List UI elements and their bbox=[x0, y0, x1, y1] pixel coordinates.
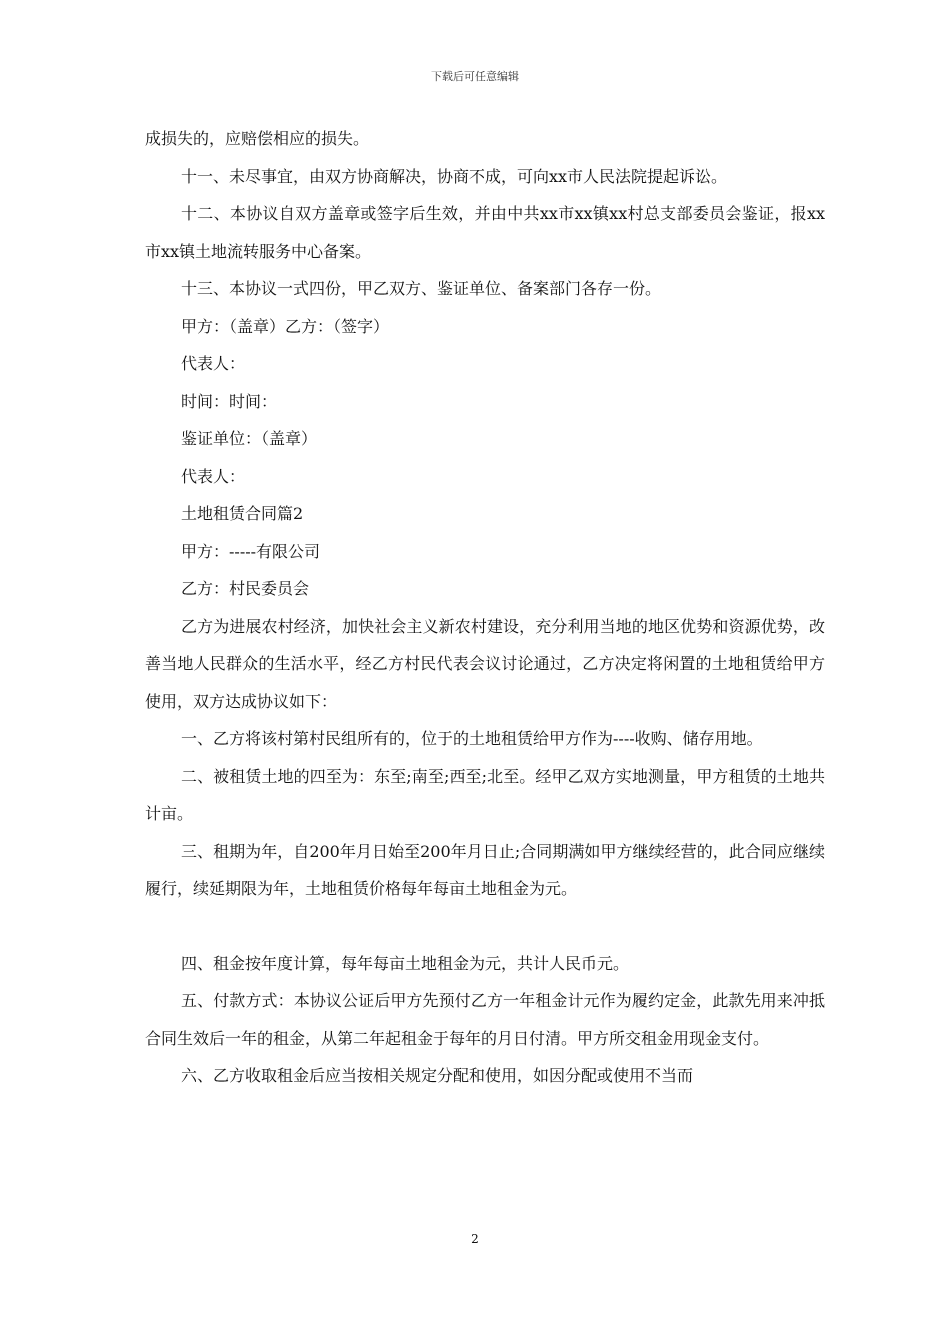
signature-line: 鉴证单位：（盖章） bbox=[181, 429, 318, 448]
party-line: 乙方：村民委员会 bbox=[181, 579, 310, 598]
page-number: 2 bbox=[471, 1232, 479, 1246]
signature-line: 代表人： bbox=[181, 354, 246, 373]
document-body bbox=[145, 120, 825, 1095]
signature-line: 代表人： bbox=[181, 466, 246, 486]
paragraph: 乙方为进展农村经济，加快社会主义新农村建设，充分利用当地的地区优势和资源优势，改善当地人民群众的生活水平，经乙方村民代表会议讨论通过，乙方决定将闲置的土地租赁给甲方使用，双方达成协议如下： bbox=[145, 616, 825, 711]
party-line: 甲方：-----有限公司 bbox=[181, 541, 321, 561]
paragraph: 四、租金按年度计算，每年每亩土地租金为元，共计人民币元。 bbox=[181, 953, 630, 973]
paragraph: 六、乙方收取租金后应当按相关规定分配和使用，如因分配或使用不当而 bbox=[181, 1066, 694, 1085]
paragraph: 一、乙方将该村第村民组所有的，位于的土地租赁给甲方作为----收购、储存用地。 bbox=[181, 729, 763, 748]
page-header: 下载后可任意编辑 bbox=[431, 70, 519, 83]
paragraph: 成损失的，应赔偿相应的损失。 bbox=[145, 129, 370, 148]
paragraph: 五、付款方式：本协议公证后甲方先预付乙方一年租金计元作为履约定金，此款先用来冲抵合同生效后一年的租金，从第二年起租金于每年的月日付清。甲方所交租金用现金支付。 bbox=[145, 991, 825, 1048]
paragraph: 十二、本协议自双方盖章或签字后生效，并由中共xx市xx镇xx村总支部委员会鉴证，报xx市xx镇土地流转服务中心备案。 bbox=[145, 204, 825, 261]
section-title: 土地租赁合同篇2 bbox=[181, 504, 304, 523]
paragraph: 十一、未尽事宜，由双方协商解决，协商不成，可向xx市人民法院提起诉讼。 bbox=[181, 166, 728, 186]
paragraph: 三、租期为年，自200年月日始至200年月日止;合同期满如甲方继续经营的，此合同应继续履行，续延期限为年，土地租赁价格每年每亩土地租金为元。 bbox=[145, 841, 825, 898]
paragraph: 二、被租赁土地的四至为：东至;南至;西至;北至。经甲乙双方实地测量，甲方租赁的土地共计亩。 bbox=[145, 766, 825, 823]
signature-line: 甲方：（盖章）乙方：（签字） bbox=[181, 316, 390, 336]
paragraph: 十三、本协议一式四份，甲乙双方、鉴证单位、备案部门各存一份。 bbox=[181, 279, 662, 298]
signature-line: 时间：时间： bbox=[181, 391, 278, 411]
